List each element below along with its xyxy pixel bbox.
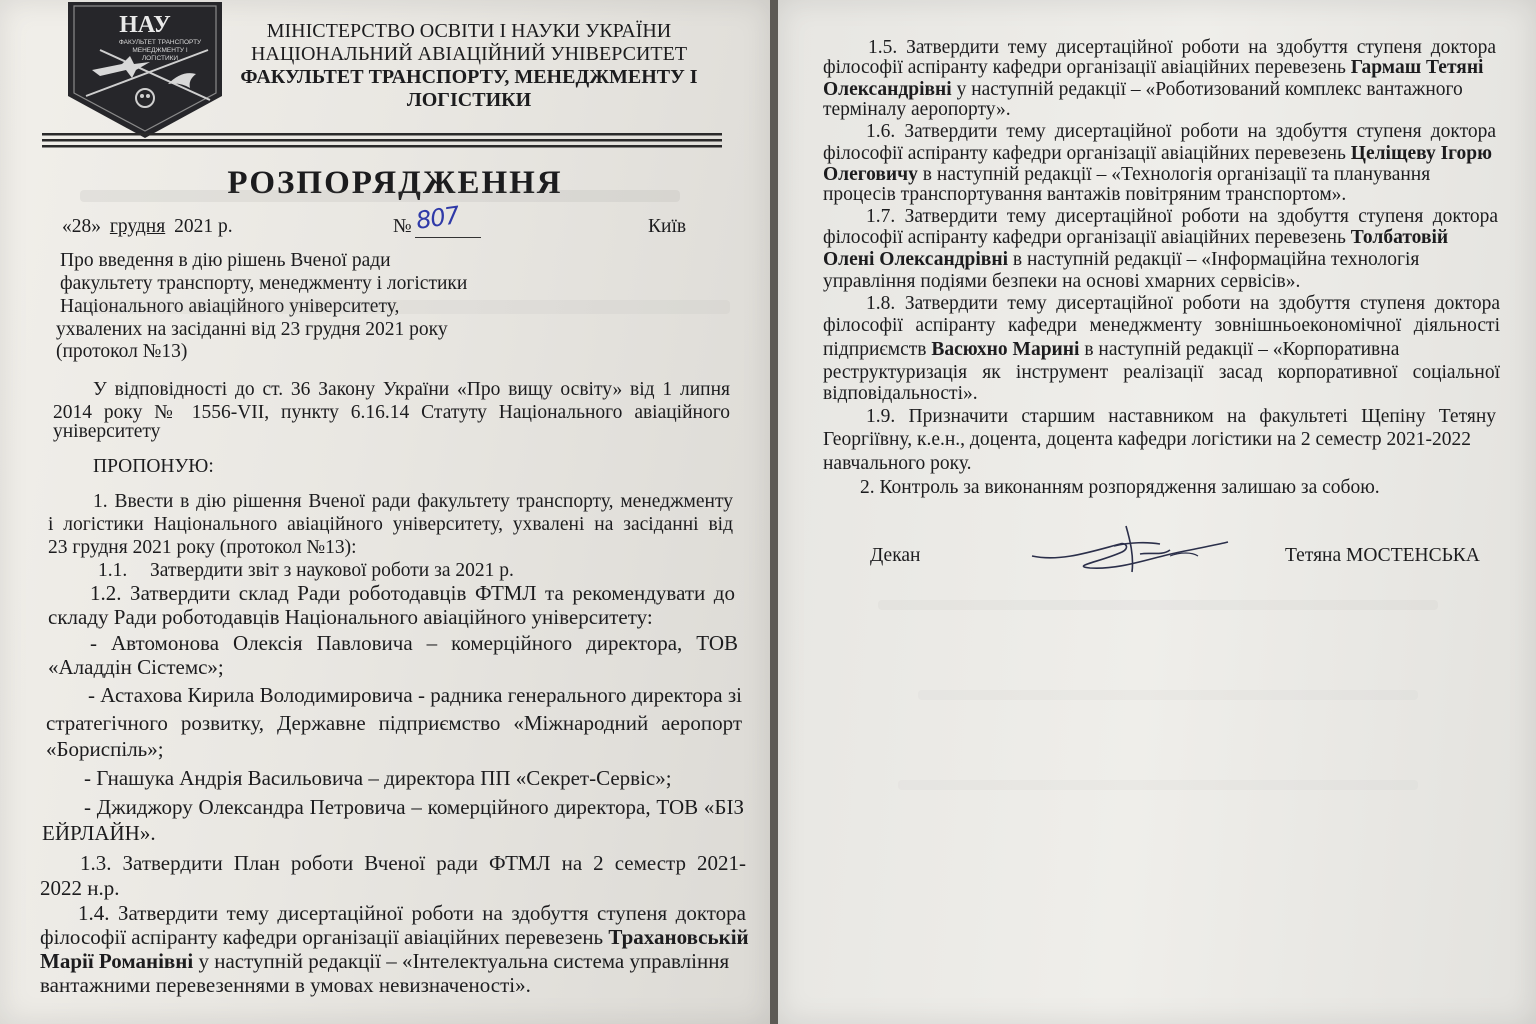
basis-line: 2014 року № 1556-VII, пункту 6.16.14 Статуту Національного авіаційного (53, 402, 730, 423)
item-1-6-text: філософії аспіранту кафедри організації авіаційних перевезень (823, 143, 1346, 164)
logo-abbreviation: НАУ (119, 12, 171, 38)
employer-line: ЕЙРЛАЙН». (42, 821, 156, 845)
item-1-8-text: в наступній редакції – «Корпоративна (1084, 339, 1400, 360)
document-title: РОЗПОРЯДЖЕННЯ (227, 165, 563, 201)
subject-line: ухвалених на засіданні від 23 грудня 2021 року (56, 319, 448, 340)
item-1-line: і логістики Національного авіаційного університету, ухвалені на засіданні від (48, 514, 733, 535)
student-name: Васюхно Марині (931, 339, 1080, 360)
student-name: Олені Олександрівні (823, 249, 1008, 270)
item-1-5-text: філософії аспіранту кафедри організації авіаційних перевезень (823, 57, 1346, 78)
student-name: Трахановській (608, 925, 749, 949)
item-1-1-number: 1.1. (98, 560, 128, 581)
employer-line: стратегічного розвитку, Державне підприємство «Міжнародний аеропорт (46, 711, 742, 735)
date-year: 2021 р. (174, 216, 233, 237)
item-1-line: 23 грудня 2021 року (протокол №13): (48, 537, 357, 558)
basis-line: У відповідності до ст. 36 Закону України «Про вищу освіту» від 1 липня (93, 379, 730, 400)
item-1-4-line: вантажними перевезеннями в умовах невизначеності». (40, 973, 531, 997)
employer-line: «Бориспіль»; (46, 737, 164, 761)
logo-caption-line: МЕНЕДЖМЕНТУ І (132, 47, 188, 54)
item-1-7-line (823, 226, 1448, 249)
subject-line: факультету транспорту, менеджменту і логістики (60, 273, 468, 294)
item-1-7-text: в наступній редакції – «Інформаційна технологія (1012, 249, 1420, 270)
item-1-2-line: складу Ради роботодавців Національного авіаційного університету: (48, 605, 653, 629)
item-1-1-text: Затвердити звіт з наукової роботи за 2021 р. (150, 560, 514, 581)
student-name: Гармаш Тетяні (1350, 57, 1484, 78)
date-day: «28» (62, 216, 101, 237)
item-1-7-line (823, 248, 1419, 271)
student-name: Олеговичу (823, 164, 918, 185)
item-1-4-line: 1.4. Затвердити тему дисертаційної роботи на здобуття ступеня доктора (78, 901, 746, 925)
university-logo (40, 0, 230, 140)
faculty-name-line1: ФАКУЛЬТЕТ ТРАНСПОРТУ, МЕНЕДЖМЕНТУ І (240, 66, 698, 88)
propose-heading: ПРОПОНУЮ: (93, 456, 214, 477)
item-1-5-text: у наступній редакції – «Роботизований комплекс вантажного (956, 79, 1463, 100)
employer-line: «Аладдін Сістемс»; (48, 655, 224, 679)
document-page-right (778, 0, 1536, 1024)
subject-line: (протокол №13) (56, 341, 188, 362)
order-number-label: № (393, 216, 412, 237)
employer-line: - Автомонова Олексія Павловича – комерційного директора, ТОВ (90, 631, 738, 655)
student-name: Целіщеву Ігорю (1350, 143, 1493, 164)
item-1-9-line: 1.9. Призначити старшим наставником на факультеті Щепіну Тетяну (866, 406, 1496, 427)
item-1-9-line: навчального року. (823, 453, 972, 474)
student-name: Олександрівні (823, 79, 952, 100)
item-1-9-line: Георгіївну, к.е.н., доцента, доцента кафедри логістики на 2 семестр 2021-2022 (823, 429, 1472, 450)
item-1-6-line (823, 142, 1492, 165)
order-date (62, 215, 233, 238)
item-1-5-line: 1.5. Затвердити тему дисертаційної роботи на здобуття ступеня доктора (868, 37, 1496, 58)
university-name: НАЦІОНАЛЬНИЙ АВІАЦІЙНИЙ УНІВЕРСИТЕТ (250, 43, 688, 65)
student-name: Толбатовій (1350, 227, 1449, 248)
item-1-3-line: 2022 н.р. (40, 876, 120, 900)
item-1-3-line: 1.3. Затвердити План роботи Вченої ради ФТМЛ на 2 семестр 2021- (80, 851, 746, 875)
item-1-7-line: 1.7. Затвердити тему дисертаційної роботи на здобуття ступеня доктора (866, 206, 1498, 227)
item-1-8-line: філософії аспіранту кафедри менеджменту зовнішньоекономічної діяльності (823, 315, 1500, 336)
bleed-through (878, 600, 1438, 610)
signature-name: Тетяна МОСТЕНСЬКА (1285, 545, 1480, 566)
logo-caption-line: ЛОГІСТИКИ (141, 55, 179, 62)
item-1-6-line: 1.6. Затвердити тему дисертаційної роботи на здобуття ступеня доктора (866, 121, 1496, 142)
item-1-4-line (40, 950, 729, 973)
item-1-5-line (823, 56, 1483, 79)
header-divider (42, 130, 722, 152)
item-1-line: 1. Ввести в дію рішення Вченої ради факультету транспорту, менеджменту (93, 491, 733, 512)
item-1-4-text: у наступній редакції – «Інтелектуальна система управління (198, 949, 730, 973)
subject-line: Національного авіаційного університету, (60, 296, 400, 317)
employer-line: - Астахова Кирила Володимировича - радника генерального директора зі (88, 683, 742, 707)
ministry-name: МІНІСТЕРСТВО ОСВІТИ І НАУКИ УКРАЇНИ (266, 20, 672, 42)
item-1-8-line: відповідальності». (823, 383, 978, 404)
subject-line: Про введення в дію рішень Вченої ради (60, 250, 391, 271)
item-1-8-text: підприємств (823, 339, 927, 360)
item-1-7-line: управління подіями безпеки на основі хмарних сервісів». (823, 271, 1301, 292)
bleed-through (80, 300, 730, 314)
order-number-handwritten: 807 (414, 201, 461, 235)
order-number-line (415, 237, 481, 238)
bleed-through (80, 190, 680, 202)
logo-caption-line: ФАКУЛЬТЕТ ТРАНСПОРТУ (118, 39, 202, 46)
item-1-7-text: філософії аспіранту кафедри організації авіаційних перевезень (823, 227, 1346, 248)
item-1-2-line: 1.2. Затвердити склад Ради роботодавців ФТМЛ та рекомендувати до (90, 581, 735, 605)
signature-position: Декан (870, 545, 921, 566)
employer-line: - Джиджору Олександра Петровича – комерційного директора, ТОВ «БІЗ (84, 795, 744, 819)
item-1-8-line: реструктуризація як інструмент реалізації засад корпоративної соціальної (823, 362, 1500, 383)
date-month: грудня (109, 216, 166, 237)
employer-line: - Гнашука Андрія Васильовича – директора ПП «Секрет-Сервіс»; (84, 766, 672, 790)
faculty-name-line2: ЛОГІСТИКИ (406, 89, 532, 111)
item-1-4-text: філософії аспіранту кафедри організації авіаційних перевезень (40, 925, 604, 949)
item-1-5-line: терміналу аеропорту». (823, 99, 1011, 120)
handwritten-signature (1030, 522, 1230, 582)
bleed-through (918, 690, 1418, 700)
item-1-6-line: процесів транспортування вантажів повітряним транспортом». (823, 184, 1347, 205)
item-1-6-text: в наступній редакції – «Технологія організації та планування (922, 164, 1431, 185)
bleed-through (898, 780, 1418, 790)
item-1-4-line (40, 926, 749, 949)
basis-line: університету (53, 421, 161, 442)
student-name: Марії Романівні (40, 949, 194, 973)
item-2-text: 2. Контроль за виконанням розпорядження залишаю за собою. (860, 477, 1380, 498)
order-city: Київ (648, 216, 687, 237)
item-1-8-line (823, 338, 1399, 361)
item-1-8-line: 1.8. Затвердити тему дисертаційної роботи на здобуття ступеня доктора (866, 293, 1500, 314)
